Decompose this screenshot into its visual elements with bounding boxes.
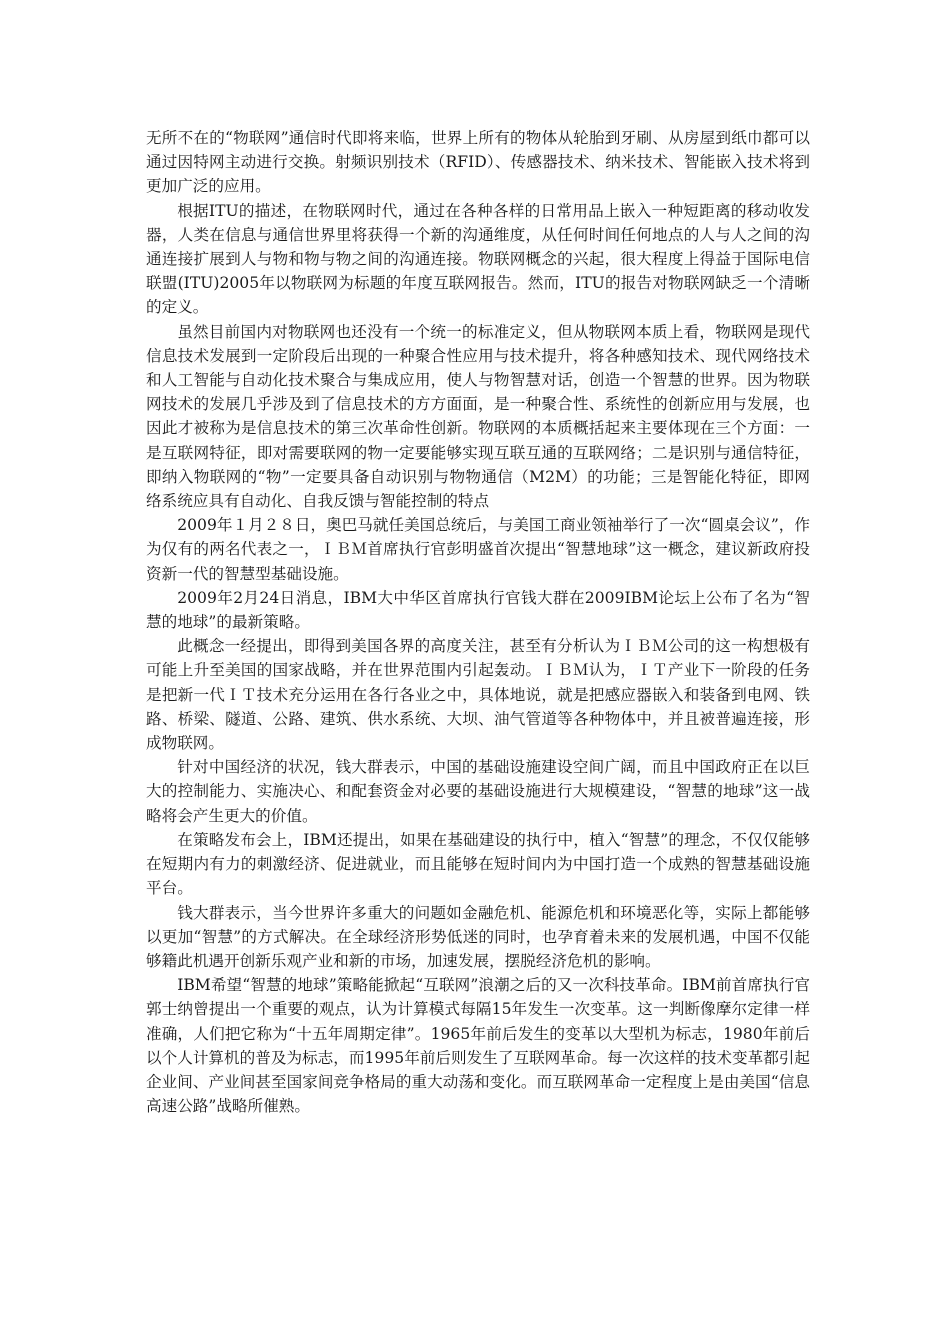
- paragraph-1: 无所不在的“物联网”通信时代即将来临，世界上所有的物体从轮胎到牙刷、从房屋到纸巾都可以通过因特网主动进行交换。射频识别技术（RFID）、传感器技术、纳米技术、智能嵌入技术将到更加广泛的应用。: [146, 129, 810, 196]
- paragraph-5: 2009年2月24日消息，IBM大中华区首席执行官钱大群在2009IBM论坛上公布了名为“智慧的地球”的最新策略。: [146, 588, 810, 632]
- paragraph-6: 此概念一经提出，即得到美国各界的高度关注，甚至有分析认为ＩＢＭ公司的这一构想极有可能上升至美国的国家战略，并在世界范围内引起轰动。ＩＢＭ认为，ＩＴ产业下一阶段的任务是把新一代ＩＴ技术充分运用在各行各业之中，具体地说，就是把感应器嵌入和装备到电网、铁路、桥梁、隧道、公路、建筑、供水系统、大坝、油气管道等各种物体中，并且被普遍连接，形成物联网。: [146, 637, 810, 753]
- paragraph-8: 在策略发布会上，IBM还提出，如果在基础建设的执行中，植入“智慧”的理念，不仅仅能够在短期内有力的刺激经济、促进就业，而且能够在短时间内为中国打造一个成熟的智慧基础设施平台。: [146, 830, 810, 898]
- paragraph-2: 根据ITU的描述，在物联网时代，通过在各种各样的日常用品上嵌入一种短距离的移动收发器，人类在信息与通信世界里将获得一个新的沟通维度，从任何时间任何地点的人与人之间的沟通连接扩展到人与物和物与物之间的沟通连接。物联网概念的兴起，很大程度上得益于国际电信联盟(ITU)2005年以物联网为标题的年度互联网报告。然而，ITU的报告对物联网缺乏一个清晰的定义。: [146, 201, 810, 317]
- paragraph-10: IBM希望“智慧的地球”策略能掀起“互联网”浪潮之后的又一次科技革命。IBM前首席执行官郭士纳曾提出一个重要的观点，认为计算模式每隔15年发生一次变革。这一判断像摩尔定律一样准确，人们把它称为“十五年周期定律”。1965年前后发生的变革以大型机为标志，1980年前后以个人计算机的普及为标志，而1995年前后则发生了互联网革命。每一次这样的技术变革都引起企业间、产业间甚至国家间竞争格局的重大动荡和变化。而互联网革命一定程度上是由美国“信息高速公路”战略所催熟。: [146, 976, 810, 1116]
- paragraph-3: 虽然目前国内对物联网也还没有一个统一的标准定义，但从物联网本质上看，物联网是现代信息技术发展到一定阶段后出现的一种聚合性应用与技术提升，将各种感知技术、现代网络技术和人工智能与自动化技术聚合与集成应用，使人与物智慧对话，创造一个智慧的世界。因为物联网技术的发展几乎涉及到了信息技术的方方面面，是一种聚合性、系统性的创新应用与发展，也因此才被称为是信息技术的第三次革命性创新。物联网的本质概括起来主要体现在三个方面：一是互联网特征，即对需要联网的物一定要能够实现互联互通的互联网络；二是识别与通信特征，即纳入物联网的“物”一定要具备自动识别与物物通信（M2M）的功能；三是智能化特征，即网络系统应具有自动化、自我反馈与智能控制的特点: [146, 322, 810, 511]
- paragraph-7: 针对中国经济的状况，钱大群表示，中国的基础设施建设空间广阔，而且中国政府正在以巨大的控制能力、实施决心、和配套资金对必要的基础设施进行大规模建设，“智慧的地球”这一战略将会产生更大的价值。: [146, 758, 810, 825]
- document-body: [146, 126, 810, 1118]
- paragraph-9: 钱大群表示，当今世界许多重大的问题如金融危机、能源危机和环境恶化等，实际上都能够以更加“智慧”的方式解决。在全球经济形势低迷的同时，也孕育着未来的发展机遇，中国不仅能够籍此机遇开创新乐观产业和新的市场，加速发展，摆脱经济危机的影响。: [146, 903, 810, 970]
- paragraph-4: 2009年１月２８日，奥巴马就任美国总统后，与美国工商业领袖举行了一次“圆桌会议”，作为仅有的两名代表之一，ＩＢＭ首席执行官彭明盛首次提出“智慧地球”这一概念，建议新政府投资新一代的智慧型基础设施。: [146, 516, 810, 583]
